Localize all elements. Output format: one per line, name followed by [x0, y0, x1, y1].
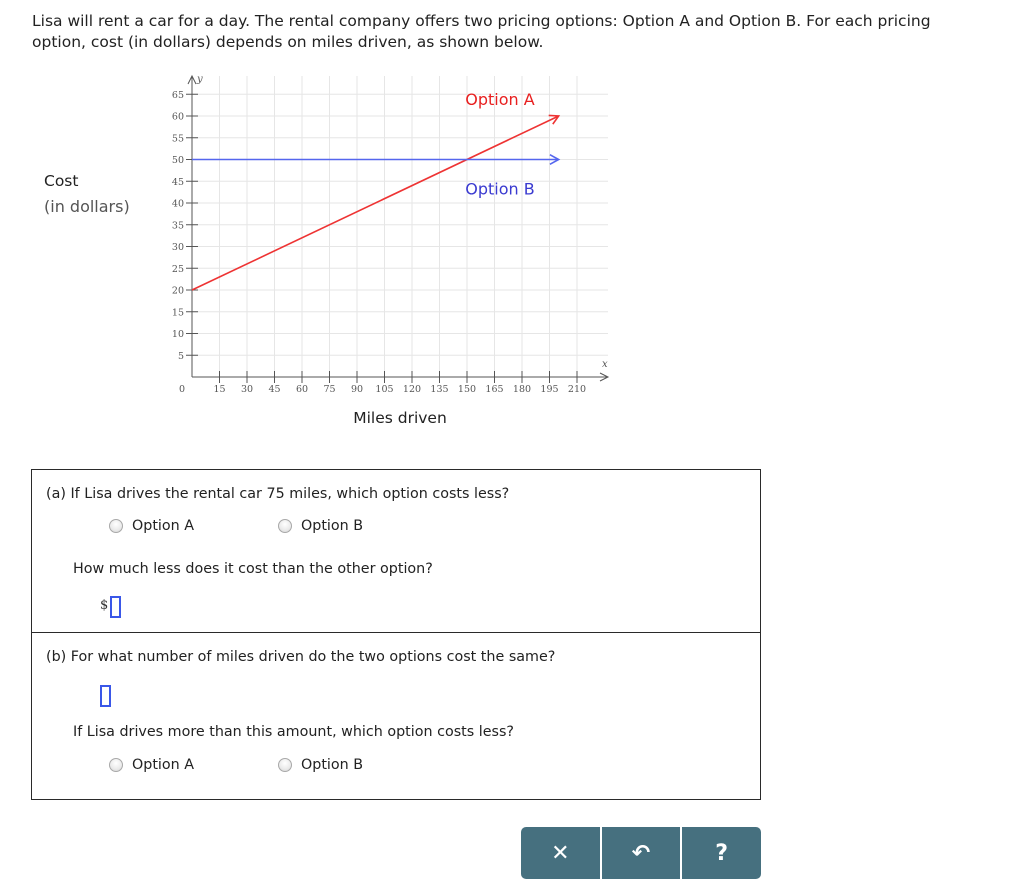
undo-icon: ↶	[631, 840, 651, 866]
x-tick-label: 135	[430, 384, 449, 395]
x-tick-label: 45	[268, 384, 281, 395]
x-axis-letter: x	[602, 359, 608, 370]
y-tick-label: 25	[171, 263, 184, 275]
y-tick-label: 30	[171, 242, 184, 253]
answer-toolbar	[521, 827, 761, 879]
break-even-miles-input[interactable]	[100, 685, 111, 707]
part-b-panel	[31, 632, 761, 800]
y-tick-label: 50	[171, 155, 184, 166]
series-label-option-a: Option A	[465, 90, 535, 110]
cost-vs-miles-chart	[160, 66, 620, 406]
radio-button[interactable]	[278, 758, 292, 772]
y-axis-title	[44, 168, 130, 220]
undo-button[interactable]	[600, 827, 681, 879]
series-label-option-b: Option B	[465, 179, 535, 199]
y-axis-title-line-2: (in dollars)	[44, 197, 130, 216]
x-tick-label: 75	[323, 384, 336, 395]
close-icon: ✕	[551, 840, 570, 866]
x-axis-title: Miles driven	[353, 409, 447, 427]
x-tick-label: 105	[375, 384, 394, 395]
x-tick-label: 150	[457, 384, 477, 395]
y-tick-label: 5	[177, 350, 184, 362]
y-tick-label: 35	[171, 220, 184, 232]
option-label: Option A	[132, 757, 195, 773]
y-tick-label: 40	[171, 198, 184, 210]
part-b-followup: If Lisa drives more than this amount, which option costs less?	[73, 724, 515, 740]
x-tick-label: 60	[295, 384, 309, 395]
problem-line-2: option, cost (in dollars) depends on miles driven, as shown below.	[32, 33, 544, 51]
x-tick-label: 165	[485, 384, 504, 395]
y-tick-label: 65	[171, 89, 184, 101]
x-tick-label: 120	[402, 384, 422, 395]
radio-button[interactable]	[109, 758, 123, 772]
option-label: Option A	[132, 518, 195, 534]
part-b-option-b[interactable]	[278, 757, 363, 773]
help-icon: ?	[715, 840, 729, 866]
part-b-option-a[interactable]	[109, 757, 194, 773]
y-tick-label: 20	[171, 285, 184, 297]
problem-line-1: Lisa will rent a car for a day. The rental company offers two pricing options: Option A and Option B. For each pricing	[32, 12, 931, 30]
y-tick-label: 55	[171, 133, 184, 145]
x-tick-label: 195	[540, 384, 559, 395]
part-b-question: (b) For what number of miles driven do the two options cost the same?	[46, 649, 556, 665]
x-tick-label: 90	[350, 384, 364, 395]
y-axis-letter: y	[197, 74, 203, 85]
part-a-followup: How much less does it cost than the other option?	[73, 561, 433, 577]
radio-button[interactable]	[278, 519, 292, 533]
part-a-option-b[interactable]	[278, 518, 363, 534]
option-label: Option B	[301, 518, 364, 534]
y-tick-label: 45	[171, 176, 184, 188]
cost-difference-input[interactable]	[110, 596, 121, 618]
y-tick-label: 60	[171, 111, 184, 123]
x-tick-label: 180	[512, 384, 532, 395]
option-label: Option B	[301, 757, 364, 773]
currency-symbol: $	[100, 598, 109, 613]
radio-button[interactable]	[109, 519, 123, 533]
part-a-panel	[31, 469, 761, 633]
help-button[interactable]	[680, 827, 761, 879]
clear-button[interactable]	[521, 827, 600, 879]
y-tick-label: 15	[171, 307, 184, 319]
x-tick-label: 15	[213, 384, 226, 395]
x-tick-label: 210	[567, 384, 587, 395]
part-a-option-a[interactable]	[109, 518, 194, 534]
x-tick-label: 30	[240, 384, 254, 395]
y-axis-title-line-1: Cost	[44, 172, 79, 190]
problem-statement	[32, 11, 1022, 53]
part-a-question: (a) If Lisa drives the rental car 75 miles, which option costs less?	[46, 486, 510, 502]
origin-label: 0	[178, 384, 185, 395]
y-tick-label: 10	[171, 329, 184, 340]
